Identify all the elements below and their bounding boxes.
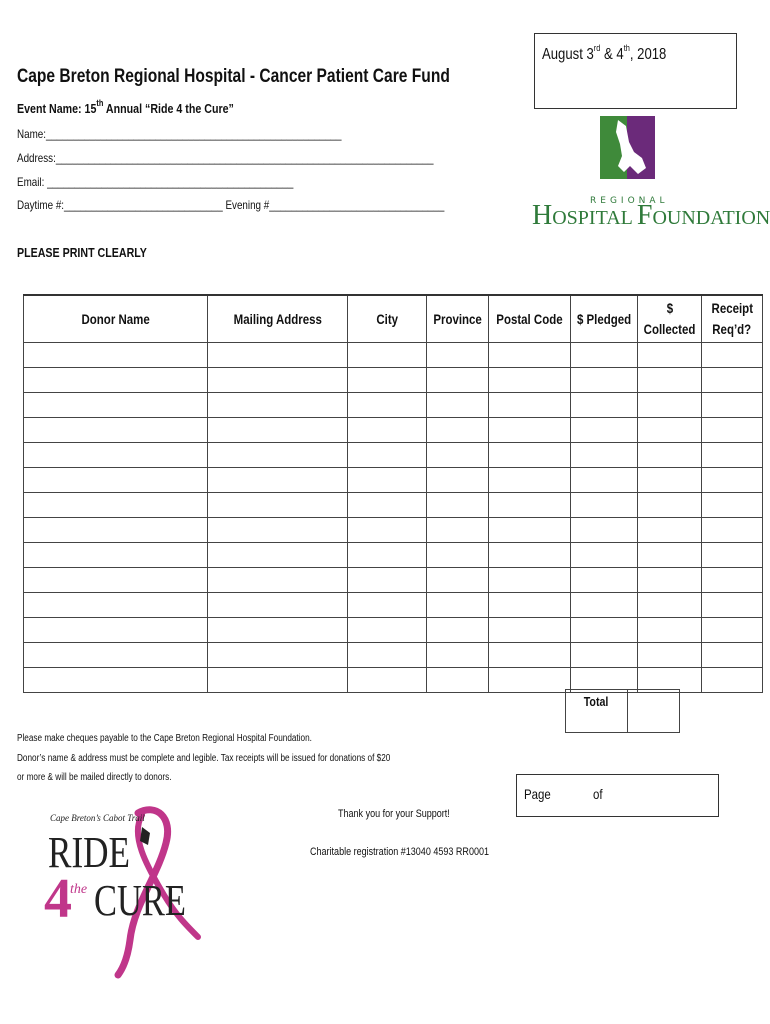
cell-receipt[interactable]: [702, 543, 763, 568]
cell-receipt[interactable]: [702, 668, 763, 693]
cell-donor-name[interactable]: [24, 518, 208, 543]
name-field[interactable]: Name:______________________________________________________: [17, 127, 342, 141]
cell-province[interactable]: [427, 393, 489, 418]
cell-postal-code[interactable]: [489, 443, 571, 468]
cell-donor-name[interactable]: [24, 493, 208, 518]
ride-4-the-cure-logo: [38, 805, 213, 980]
cell-city[interactable]: [348, 543, 427, 568]
the-text: the: [70, 882, 88, 897]
cell-collected[interactable]: [638, 368, 702, 393]
col-city: City: [348, 295, 427, 343]
cell-pledged[interactable]: [570, 568, 637, 593]
table-row: [24, 643, 763, 668]
cell-pledged[interactable]: [570, 368, 637, 393]
cell-donor-name[interactable]: [24, 418, 208, 443]
cell-city[interactable]: [348, 493, 427, 518]
cell-mailing-address[interactable]: [208, 643, 348, 668]
email-field[interactable]: Email: _____________________________________________: [17, 175, 294, 189]
cell-postal-code[interactable]: [489, 593, 571, 618]
cell-receipt[interactable]: [702, 443, 763, 468]
print-clearly-label: PLEASE PRINT CLEARLY: [17, 245, 147, 260]
cell-mailing-address[interactable]: [208, 593, 348, 618]
cell-pledged[interactable]: [570, 468, 637, 493]
cell-city[interactable]: [348, 568, 427, 593]
table-row: [24, 468, 763, 493]
total-collected-cell[interactable]: [628, 690, 680, 733]
total-section: [565, 689, 680, 733]
event-name: Event Name: 15th Annual “Ride 4 the Cure”: [17, 98, 234, 116]
table-row: [24, 543, 763, 568]
cell-mailing-address[interactable]: [208, 418, 348, 443]
cell-collected[interactable]: [638, 343, 702, 368]
cell-donor-name[interactable]: [24, 568, 208, 593]
cell-postal-code[interactable]: [489, 493, 571, 518]
col-donor-name: Donor Name: [24, 295, 208, 343]
cure-text: CURE: [94, 876, 186, 925]
cell-postal-code[interactable]: [489, 418, 571, 443]
cell-receipt[interactable]: [702, 393, 763, 418]
cell-province[interactable]: [427, 468, 489, 493]
cell-receipt[interactable]: [702, 368, 763, 393]
cell-province[interactable]: [427, 543, 489, 568]
page-label: Page: [524, 786, 551, 802]
table-row: [24, 593, 763, 618]
charitable-registration: Charitable registration #13040 4593 RR0001: [310, 846, 490, 858]
table-row: [24, 568, 763, 593]
col-pledged: $ Pledged: [570, 295, 637, 343]
note-cheques: Please make cheques payable to the Cape Breton Regional Hospital Foundation.: [17, 733, 312, 744]
cell-city[interactable]: [348, 643, 427, 668]
cell-collected[interactable]: [638, 543, 702, 568]
cell-city[interactable]: [348, 468, 427, 493]
cell-pledged[interactable]: [570, 393, 637, 418]
col-collected: $ Collected: [638, 295, 702, 343]
table-row: [24, 418, 763, 443]
cell-collected[interactable]: [638, 643, 702, 668]
cell-city[interactable]: [348, 343, 427, 368]
thank-you-text: Thank you for your Support!: [338, 808, 450, 820]
cell-city[interactable]: [348, 618, 427, 643]
cell-donor-name[interactable]: [24, 668, 208, 693]
cell-receipt[interactable]: [702, 618, 763, 643]
cell-postal-code[interactable]: [489, 568, 571, 593]
cell-mailing-address[interactable]: [208, 468, 348, 493]
cell-pledged[interactable]: [570, 518, 637, 543]
cell-donor-name[interactable]: [24, 593, 208, 618]
cabot-trail-text: Cape Breton’s Cabot Trail: [50, 813, 145, 823]
cell-province[interactable]: [427, 368, 489, 393]
cell-receipt[interactable]: [702, 418, 763, 443]
cell-mailing-address[interactable]: [208, 618, 348, 643]
form-title: Cape Breton Regional Hospital - Cancer Patient Care Fund: [17, 66, 450, 87]
cell-collected[interactable]: [638, 618, 702, 643]
cell-postal-code[interactable]: [489, 543, 571, 568]
col-receipt: Receipt Req’d?: [702, 295, 763, 343]
cell-pledged[interactable]: [570, 643, 637, 668]
cell-mailing-address[interactable]: [208, 543, 348, 568]
cell-mailing-address[interactable]: [208, 518, 348, 543]
cell-donor-name[interactable]: [24, 618, 208, 643]
cell-receipt[interactable]: [702, 493, 763, 518]
cell-city[interactable]: [348, 393, 427, 418]
cell-province[interactable]: [427, 443, 489, 468]
cell-pledged[interactable]: [570, 443, 637, 468]
donor-table: [23, 294, 763, 693]
cell-mailing-address[interactable]: [208, 393, 348, 418]
table-row: [24, 343, 763, 368]
cell-province[interactable]: [427, 518, 489, 543]
cell-postal-code[interactable]: [489, 468, 571, 493]
ride-text: RIDE: [48, 828, 130, 877]
cell-pledged[interactable]: [570, 618, 637, 643]
cell-postal-code[interactable]: [489, 343, 571, 368]
cell-province[interactable]: [427, 418, 489, 443]
cell-mailing-address[interactable]: [208, 668, 348, 693]
cell-receipt[interactable]: [702, 343, 763, 368]
cell-mailing-address[interactable]: [208, 493, 348, 518]
cell-mailing-address[interactable]: [208, 368, 348, 393]
cell-city[interactable]: [348, 418, 427, 443]
cell-postal-code[interactable]: [489, 618, 571, 643]
cell-collected[interactable]: [638, 468, 702, 493]
cell-province[interactable]: [427, 668, 489, 693]
page-number-box[interactable]: [516, 774, 719, 817]
event-date-box: [534, 33, 737, 109]
cell-collected[interactable]: [638, 393, 702, 418]
cell-collected[interactable]: [638, 593, 702, 618]
cell-donor-name[interactable]: [24, 443, 208, 468]
cell-collected[interactable]: [638, 418, 702, 443]
event-date: August 3rd & 4th, 2018: [542, 43, 667, 63]
of-label: of: [593, 786, 603, 802]
col-mailing-address: Mailing Address: [208, 295, 348, 343]
col-postal-code: Postal Code: [489, 295, 571, 343]
hospital-foundation-logo: [530, 116, 770, 231]
cell-mailing-address[interactable]: [208, 568, 348, 593]
cell-pledged[interactable]: [570, 543, 637, 568]
phone-field[interactable]: Daytime #:_____________________________ Evening #________________________________: [17, 198, 445, 212]
cell-province[interactable]: [427, 593, 489, 618]
cell-collected[interactable]: [638, 493, 702, 518]
cell-postal-code[interactable]: [489, 518, 571, 543]
cell-receipt[interactable]: [702, 568, 763, 593]
cell-receipt[interactable]: [702, 643, 763, 668]
cell-donor-name[interactable]: [24, 393, 208, 418]
cell-postal-code[interactable]: [489, 393, 571, 418]
col-province: Province: [427, 295, 489, 343]
cell-postal-code[interactable]: [489, 643, 571, 668]
cell-receipt[interactable]: [702, 593, 763, 618]
cell-city[interactable]: [348, 368, 427, 393]
note-donor-info: Donor’s name & address must be complete and legible. Tax receipts will be issued for donations of $20: [17, 753, 391, 764]
address-field[interactable]: Address:_____________________________________________________________________: [17, 151, 434, 165]
cell-city[interactable]: [348, 518, 427, 543]
total-label: Total: [566, 690, 628, 733]
cell-province[interactable]: [427, 343, 489, 368]
cell-donor-name[interactable]: [24, 368, 208, 393]
cell-collected[interactable]: [638, 518, 702, 543]
cell-donor-name[interactable]: [24, 643, 208, 668]
cell-collected[interactable]: [638, 568, 702, 593]
cell-receipt[interactable]: [702, 468, 763, 493]
cell-province[interactable]: [427, 568, 489, 593]
cell-mailing-address[interactable]: [208, 443, 348, 468]
cell-donor-name[interactable]: [24, 468, 208, 493]
cell-donor-name[interactable]: [24, 543, 208, 568]
cell-pledged[interactable]: [570, 593, 637, 618]
table-row: [24, 443, 763, 468]
cell-collected[interactable]: [638, 443, 702, 468]
cell-mailing-address[interactable]: [208, 343, 348, 368]
logo-hospital-foundation-text: HOSPITAL FOUNDATION: [532, 200, 770, 231]
logo-regional-text: REGIONAL: [590, 196, 669, 206]
cell-province[interactable]: [427, 643, 489, 668]
table-row: [24, 368, 763, 393]
cell-city[interactable]: [348, 668, 427, 693]
table-header-row: [24, 295, 763, 343]
cell-city[interactable]: [348, 593, 427, 618]
table-row: [24, 493, 763, 518]
cell-province[interactable]: [427, 618, 489, 643]
cell-pledged[interactable]: [570, 493, 637, 518]
cell-donor-name[interactable]: [24, 343, 208, 368]
table-row: [24, 618, 763, 643]
cell-pledged[interactable]: [570, 343, 637, 368]
cell-postal-code[interactable]: [489, 668, 571, 693]
cell-city[interactable]: [348, 443, 427, 468]
cell-province[interactable]: [427, 493, 489, 518]
table-row: [24, 393, 763, 418]
cell-receipt[interactable]: [702, 518, 763, 543]
cell-postal-code[interactable]: [489, 368, 571, 393]
table-row: [24, 518, 763, 543]
cell-pledged[interactable]: [570, 418, 637, 443]
four-text: 4: [44, 868, 72, 930]
note-receipts: or more & will be mailed directly to donors.: [17, 772, 172, 783]
